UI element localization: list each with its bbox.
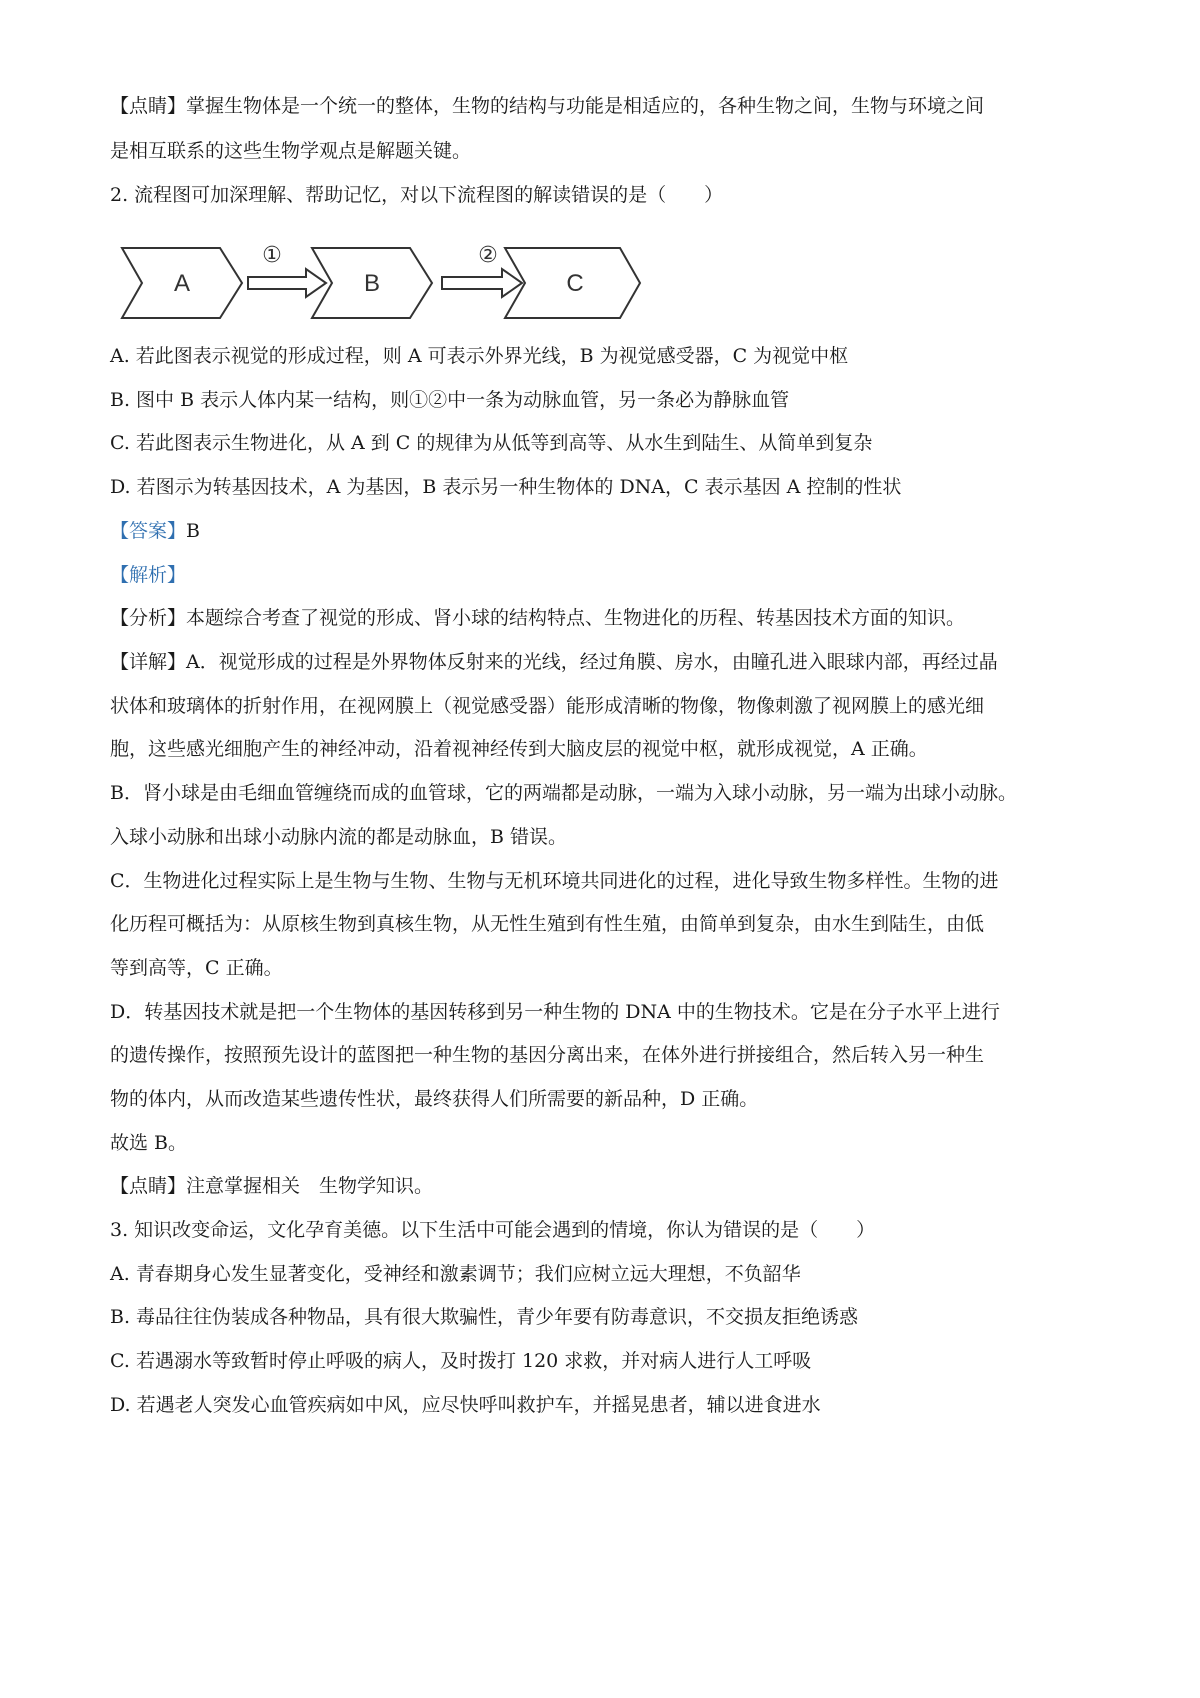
dianjing-2-tag: 【点睛】 [110, 1175, 187, 1197]
xiangjie-line-3: 胞，这些感光细胞产生的神经冲动，沿着视神经传到大脑皮层的视觉中枢，就形成视觉，A 正确。 [110, 738, 928, 760]
dianjing-text: 掌握生物体是一个统一的整体，生物的结构与功能是相适应的，各种生物之间，生物与环境之间 [186, 95, 985, 117]
answer-tag: 【答案】 [110, 520, 187, 542]
question-3-option-d: D. 若遇老人突发心血管疾病如中风，应尽快呼叫救护车，并摇晃患者，辅以进食进水 [110, 1394, 821, 1416]
question-2-option-c: C. 若此图表示生物进化，从 A 到 C 的规律为从低等到高等、从水生到陆生、从简单到复杂 [110, 432, 873, 454]
dianjing-tag: 【点睛】 [110, 95, 187, 117]
fenxi-line [110, 605, 965, 631]
dianjing-2-line [110, 1173, 433, 1199]
xiangjie-line-11: 物的体内，从而改造某些遗传性状，最终获得人们所需要的新品种，D 正确。 [110, 1088, 759, 1110]
question-2-option-b: B. 图中 B 表示人体内某一结构，则①②中一条为动脉血管，另一条必为静脉血管 [110, 389, 790, 411]
question-3-stem: 3. 知识改变命运，文化孕育美德。以下生活中可能会遇到的情境，你认为错误的是（ ） [110, 1219, 876, 1241]
flow-node-a-label: A [173, 270, 191, 297]
jiexi-tag: 【解析】 [110, 564, 187, 586]
xiangjie-text-1: A．视觉形成的过程是外界物体反射来的光线，经过角膜、房水，由瞳孔进入眼球内部，再经过晶 [186, 651, 998, 673]
xiangjie-line-1 [110, 649, 998, 675]
xiangjie-line-12: 故选 B。 [110, 1132, 188, 1154]
xiangjie-line-5: 入球小动脉和出球小动脉内流的都是动脉血，B 错误。 [110, 826, 568, 848]
flow-node-b-label: B [363, 270, 381, 297]
answer-value: B [186, 520, 200, 542]
xiangjie-tag: 【详解】 [110, 651, 187, 673]
fenxi-text: 本题综合考查了视觉的形成、肾小球的结构特点、生物进化的历程、转基因技术方面的知识。 [186, 607, 966, 629]
question-2-stem: 2. 流程图可加深理解、帮助记忆，对以下流程图的解读错误的是（ ） [110, 184, 724, 206]
flow-arrow-1-label: ① [262, 243, 282, 268]
question-2-option-a: A. 若此图表示视觉的形成过程，则 A 可表示外界光线，B 为视觉感受器，C 为视觉中枢 [110, 345, 849, 367]
xiangjie-line-2: 状体和玻璃体的折射作用，在视网膜上（视觉感受器）能形成清晰的物像，物像刺激了视网膜上的感光细 [110, 695, 985, 717]
question-3-option-a: A. 青春期身心发生显著变化，受神经和激素调节；我们应树立远大理想，不负韶华 [110, 1263, 801, 1285]
dianjing-2-text: 注意掌握相关 生物学知识。 [186, 1175, 434, 1197]
question-2-option-d: D. 若图示为转基因技术，A 为基因，B 表示另一种生物体的 DNA，C 表示基因 A 控制的性状 [110, 476, 902, 498]
xiangjie-line-7: 化历程可概括为：从原核生物到真核生物，从无性生殖到有性生殖，由简单到复杂，由水生到陆生，由低 [110, 913, 985, 935]
answer-line [110, 518, 200, 544]
xiangjie-line-8: 等到高等，C 正确。 [110, 957, 283, 979]
xiangjie-line-6: C．生物进化过程实际上是生物与生物、生物与无机环境共同进化的过程，进化导致生物多样性。生物的进 [110, 870, 999, 892]
flow-node-c-label: C [566, 270, 584, 297]
dianjing-line-2: 是相互联系的这些生物学观点是解题关键。 [110, 140, 472, 162]
question-3-option-c: C. 若遇溺水等致暂时停止呼吸的病人，及时拨打 120 求救，并对病人进行人工呼吸 [110, 1350, 812, 1372]
flowchart-diagram [120, 240, 710, 340]
flow-arrow-2-label: ② [478, 243, 498, 268]
flow-arrow-1 [248, 269, 326, 297]
flow-arrow-2 [442, 269, 522, 297]
dianjing-line-1 [110, 93, 984, 119]
xiangjie-line-9: D．转基因技术就是把一个生物体的基因转移到另一种生物的 DNA 中的生物技术。它是在分子水平上进行 [110, 1001, 1000, 1023]
fenxi-tag: 【分析】 [110, 607, 187, 629]
xiangjie-line-4: B．肾小球是由毛细血管缠绕而成的血管球，它的两端都是动脉，一端为入球小动脉，另一端为出球小动脉。 [110, 782, 1017, 804]
question-3-option-b: B. 毒品往往伪装成各种物品，具有很大欺骗性，青少年要有防毒意识，不交损友拒绝诱惑 [110, 1306, 859, 1328]
flowchart-svg [120, 240, 710, 340]
xiangjie-line-10: 的遗传操作，按照预先设计的蓝图把一种生物的基因分离出来，在体外进行拼接组合，然后转入另一种生 [110, 1044, 985, 1066]
